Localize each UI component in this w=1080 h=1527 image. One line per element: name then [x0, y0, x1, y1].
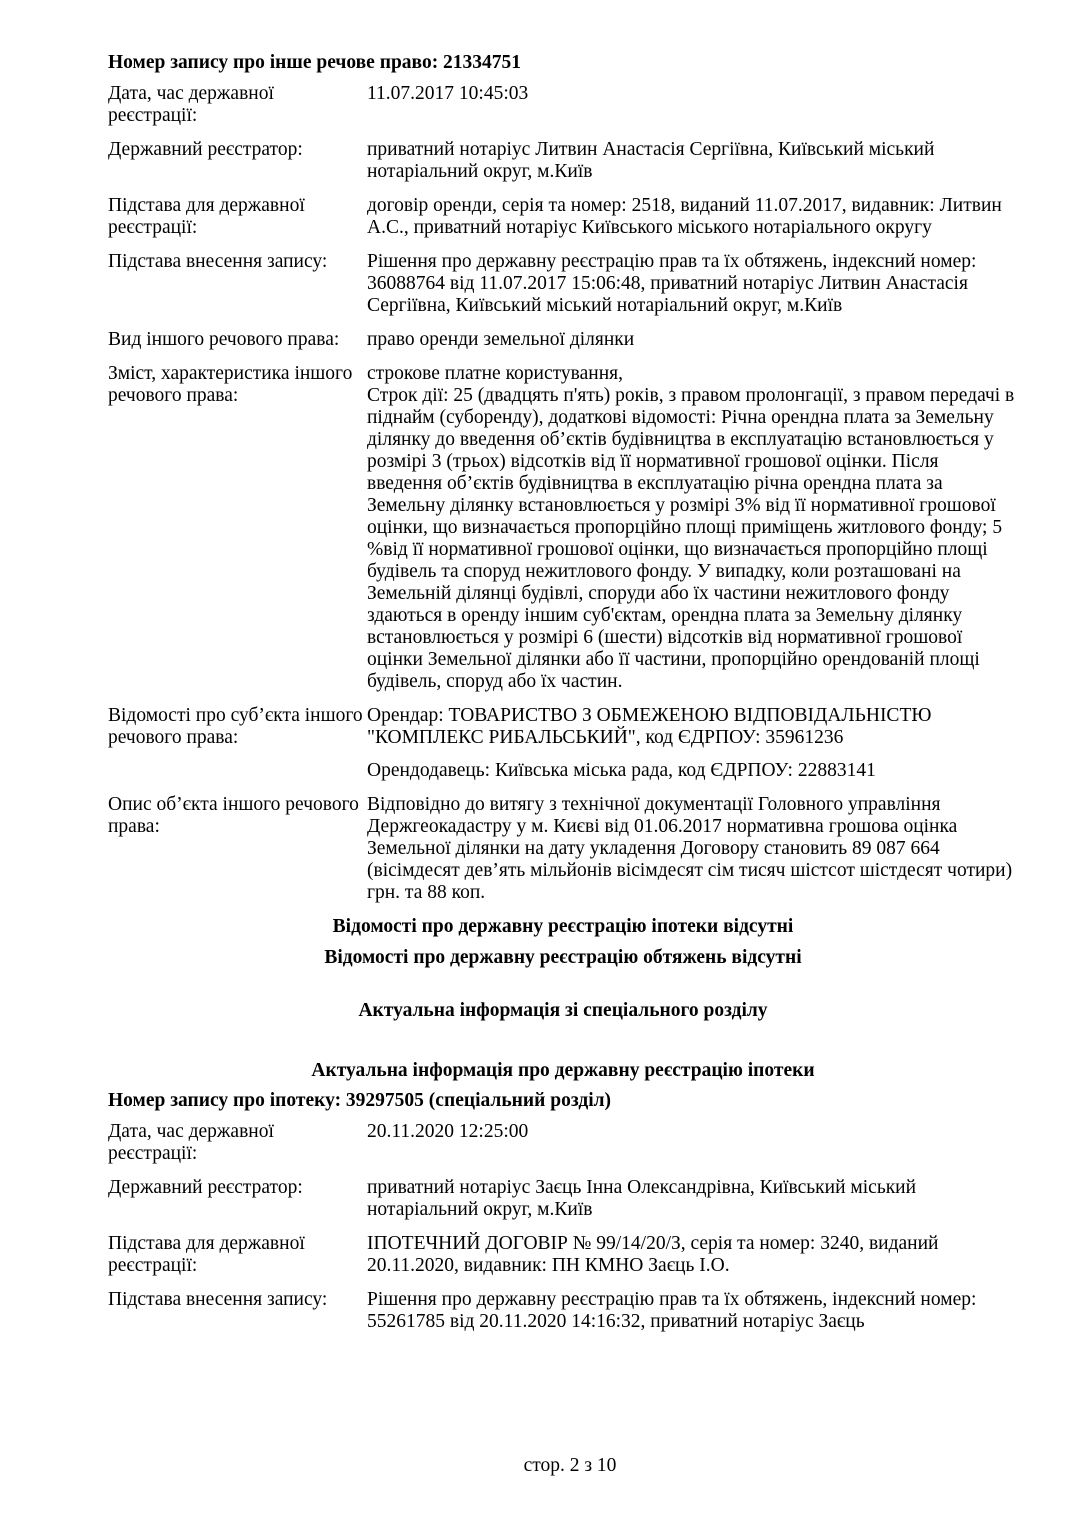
field-value-text: Орендодавець: Київська міська рада, код ЄДРПОУ: 22883141 — [367, 760, 876, 781]
mortgage-absent-notice: Відомості про державну реєстрацію іпотеки відсутні — [332, 916, 794, 937]
field-label: Державний реєстратор: — [108, 1177, 303, 1198]
field-label: Дата, час державної реєстрації: — [108, 83, 274, 126]
page-number: стор. 2 з 10 — [523, 1455, 617, 1476]
field-value — [367, 139, 1018, 183]
field-row — [108, 1121, 1018, 1165]
field-row — [108, 794, 1018, 904]
field-label: Державний реєстратор: — [108, 139, 303, 160]
field-row — [108, 329, 1018, 351]
field-value — [367, 83, 1018, 127]
field-value — [367, 251, 1018, 317]
field-row — [108, 1233, 1018, 1277]
field-label: Дата, час державної реєстрації: — [108, 1121, 274, 1164]
field-label: Підстава для державної реєстрації: — [108, 1233, 305, 1276]
field-value — [367, 1121, 1018, 1165]
field-value-text: Рішення про державну реєстрацію прав та їх обтяжень, індексний номер: 55261785 від 20.11.2020 14:16:32, приватний нотаріус Заєць — [367, 1289, 977, 1332]
field-value — [367, 705, 1018, 782]
field-row — [108, 195, 1018, 239]
field-value-text: строкове платне користування, Строк дії: 25 (двадцять п'ять) років, з правом пролонгації, з правом передачі в піднайм (суборенду), додаткові відомості: Річна орендна плата за Земельну ділянку до введення об’єктів будівництва в експлуатацію встановлюється у розмірі 3 (трьох) відсотків від її нормативної грошової оцінки. Після введення об’єктів будівництва в експлуатацію річна орендна плата за Земельну ділянку встановлюється у розмірі 3% від її нормативної грошової оцінки, що визначається пропорційно площі приміщень житлового фонду; 5 %від її нормативної грошової оцінки, що визначається пропорційно площі будівель та споруд нежитлового фонду. У випадку, коли розташовані на Земельній ділянці будівлі, споруди або їх частини нежитлового фонду здаються в оренду іншим суб'єктам, орендна плата за Земельну ділянку встановлюється у розмірі 6 (шести) відсотків від нормативної грошової оцінки Земельної ділянки або її частини, пропорційно орендованій площі будівель, споруд або їх частин. — [367, 363, 1015, 692]
field-row — [108, 1289, 1018, 1333]
field-value — [367, 195, 1018, 239]
field-label: Вид іншого речового права: — [108, 329, 340, 350]
encumbrance-absent-notice: Відомості про державну реєстрацію обтяжень відсутні — [324, 947, 802, 968]
field-label: Підстава внесення запису: — [108, 251, 328, 272]
field-value-text: договір оренди, серія та номер: 2518, виданий 11.07.2017, видавник: Литвин А.С., приватний нотаріус Київського міського нотаріального округу — [367, 195, 1002, 238]
field-label: Підстава внесення запису: — [108, 1289, 328, 1310]
field-value-text: приватний нотаріус Заєць Інна Олександрівна, Київський міський нотаріальний округ, м.Київ — [367, 1177, 917, 1220]
field-row — [108, 363, 1018, 693]
special-section-heading: Актуальна інформація зі спеціального розділу — [358, 1000, 768, 1021]
document-content — [108, 52, 1018, 1345]
field-value — [367, 363, 1018, 693]
record-fields — [108, 83, 1018, 904]
field-row — [108, 83, 1018, 127]
field-value — [367, 794, 1018, 904]
field-value-text: 20.11.2020 12:25:00 — [367, 1121, 529, 1142]
field-row — [108, 1177, 1018, 1221]
mortgage-record-fields — [108, 1121, 1018, 1333]
field-value-text: право оренди земельної ділянки — [367, 329, 635, 350]
field-value-text: 11.07.2017 10:45:03 — [367, 83, 529, 104]
field-label: Відомості про суб’єкта іншого речового права: — [108, 705, 363, 748]
field-row — [108, 139, 1018, 183]
field-value — [367, 329, 1018, 351]
field-value-text: Відповідно до витягу з технічної документації Головного управління Держгеокадастру у м. Києві від 01.06.2017 нормативна грошова оцінка Земельної ділянки на дату укладення Договору становить 89 087 664 (вісімдесят дев’ять мільйонів вісімдесят сім тисяч шістсот шістдесят чотири) грн. та 88 коп. — [367, 794, 1013, 903]
field-label: Зміст, характеристика іншого речового права: — [108, 363, 353, 406]
mortgage-record-header: Номер запису про іпотеку: 39297505 (спеціальний розділ) — [108, 1090, 612, 1111]
field-value — [367, 1233, 1018, 1277]
field-row — [108, 251, 1018, 317]
field-value-text: Орендар: ТОВАРИСТВО З ОБМЕЖЕНОЮ ВІДПОВІДАЛЬНІСТЮ "КОМПЛЕКС РИБАЛЬСЬКИЙ", код ЄДРПОУ: 35961236 — [367, 705, 932, 748]
field-label: Підстава для державної реєстрації: — [108, 195, 305, 238]
field-value-text: приватний нотаріус Литвин Анастасія Сергіївна, Київський міський нотаріальний округ, м.Київ — [367, 139, 935, 182]
field-row — [108, 705, 1018, 782]
mortgage-current-heading: Актуальна інформація про державну реєстрацію іпотеки — [311, 1060, 815, 1081]
field-value-text: ІПОТЕЧНИЙ ДОГОВІР № 99/14/20/З, серія та номер: 3240, виданий 20.11.2020, видавник: ПН КМНО Заєць І.О. — [367, 1233, 939, 1276]
field-value — [367, 1177, 1018, 1221]
field-label: Опис об’єкта іншого речового права: — [108, 794, 359, 837]
field-value-text: Рішення про державну реєстрацію прав та їх обтяжень, індексний номер: 36088764 від 11.07.2017 15:06:48, приватний нотаріус Литвин Анастасія Сергіївна, Київський міський нотаріальний округ, м.Київ — [367, 251, 977, 316]
field-value — [367, 1289, 1018, 1333]
record-header: Номер запису про інше речове право: 21334751 — [108, 52, 522, 73]
